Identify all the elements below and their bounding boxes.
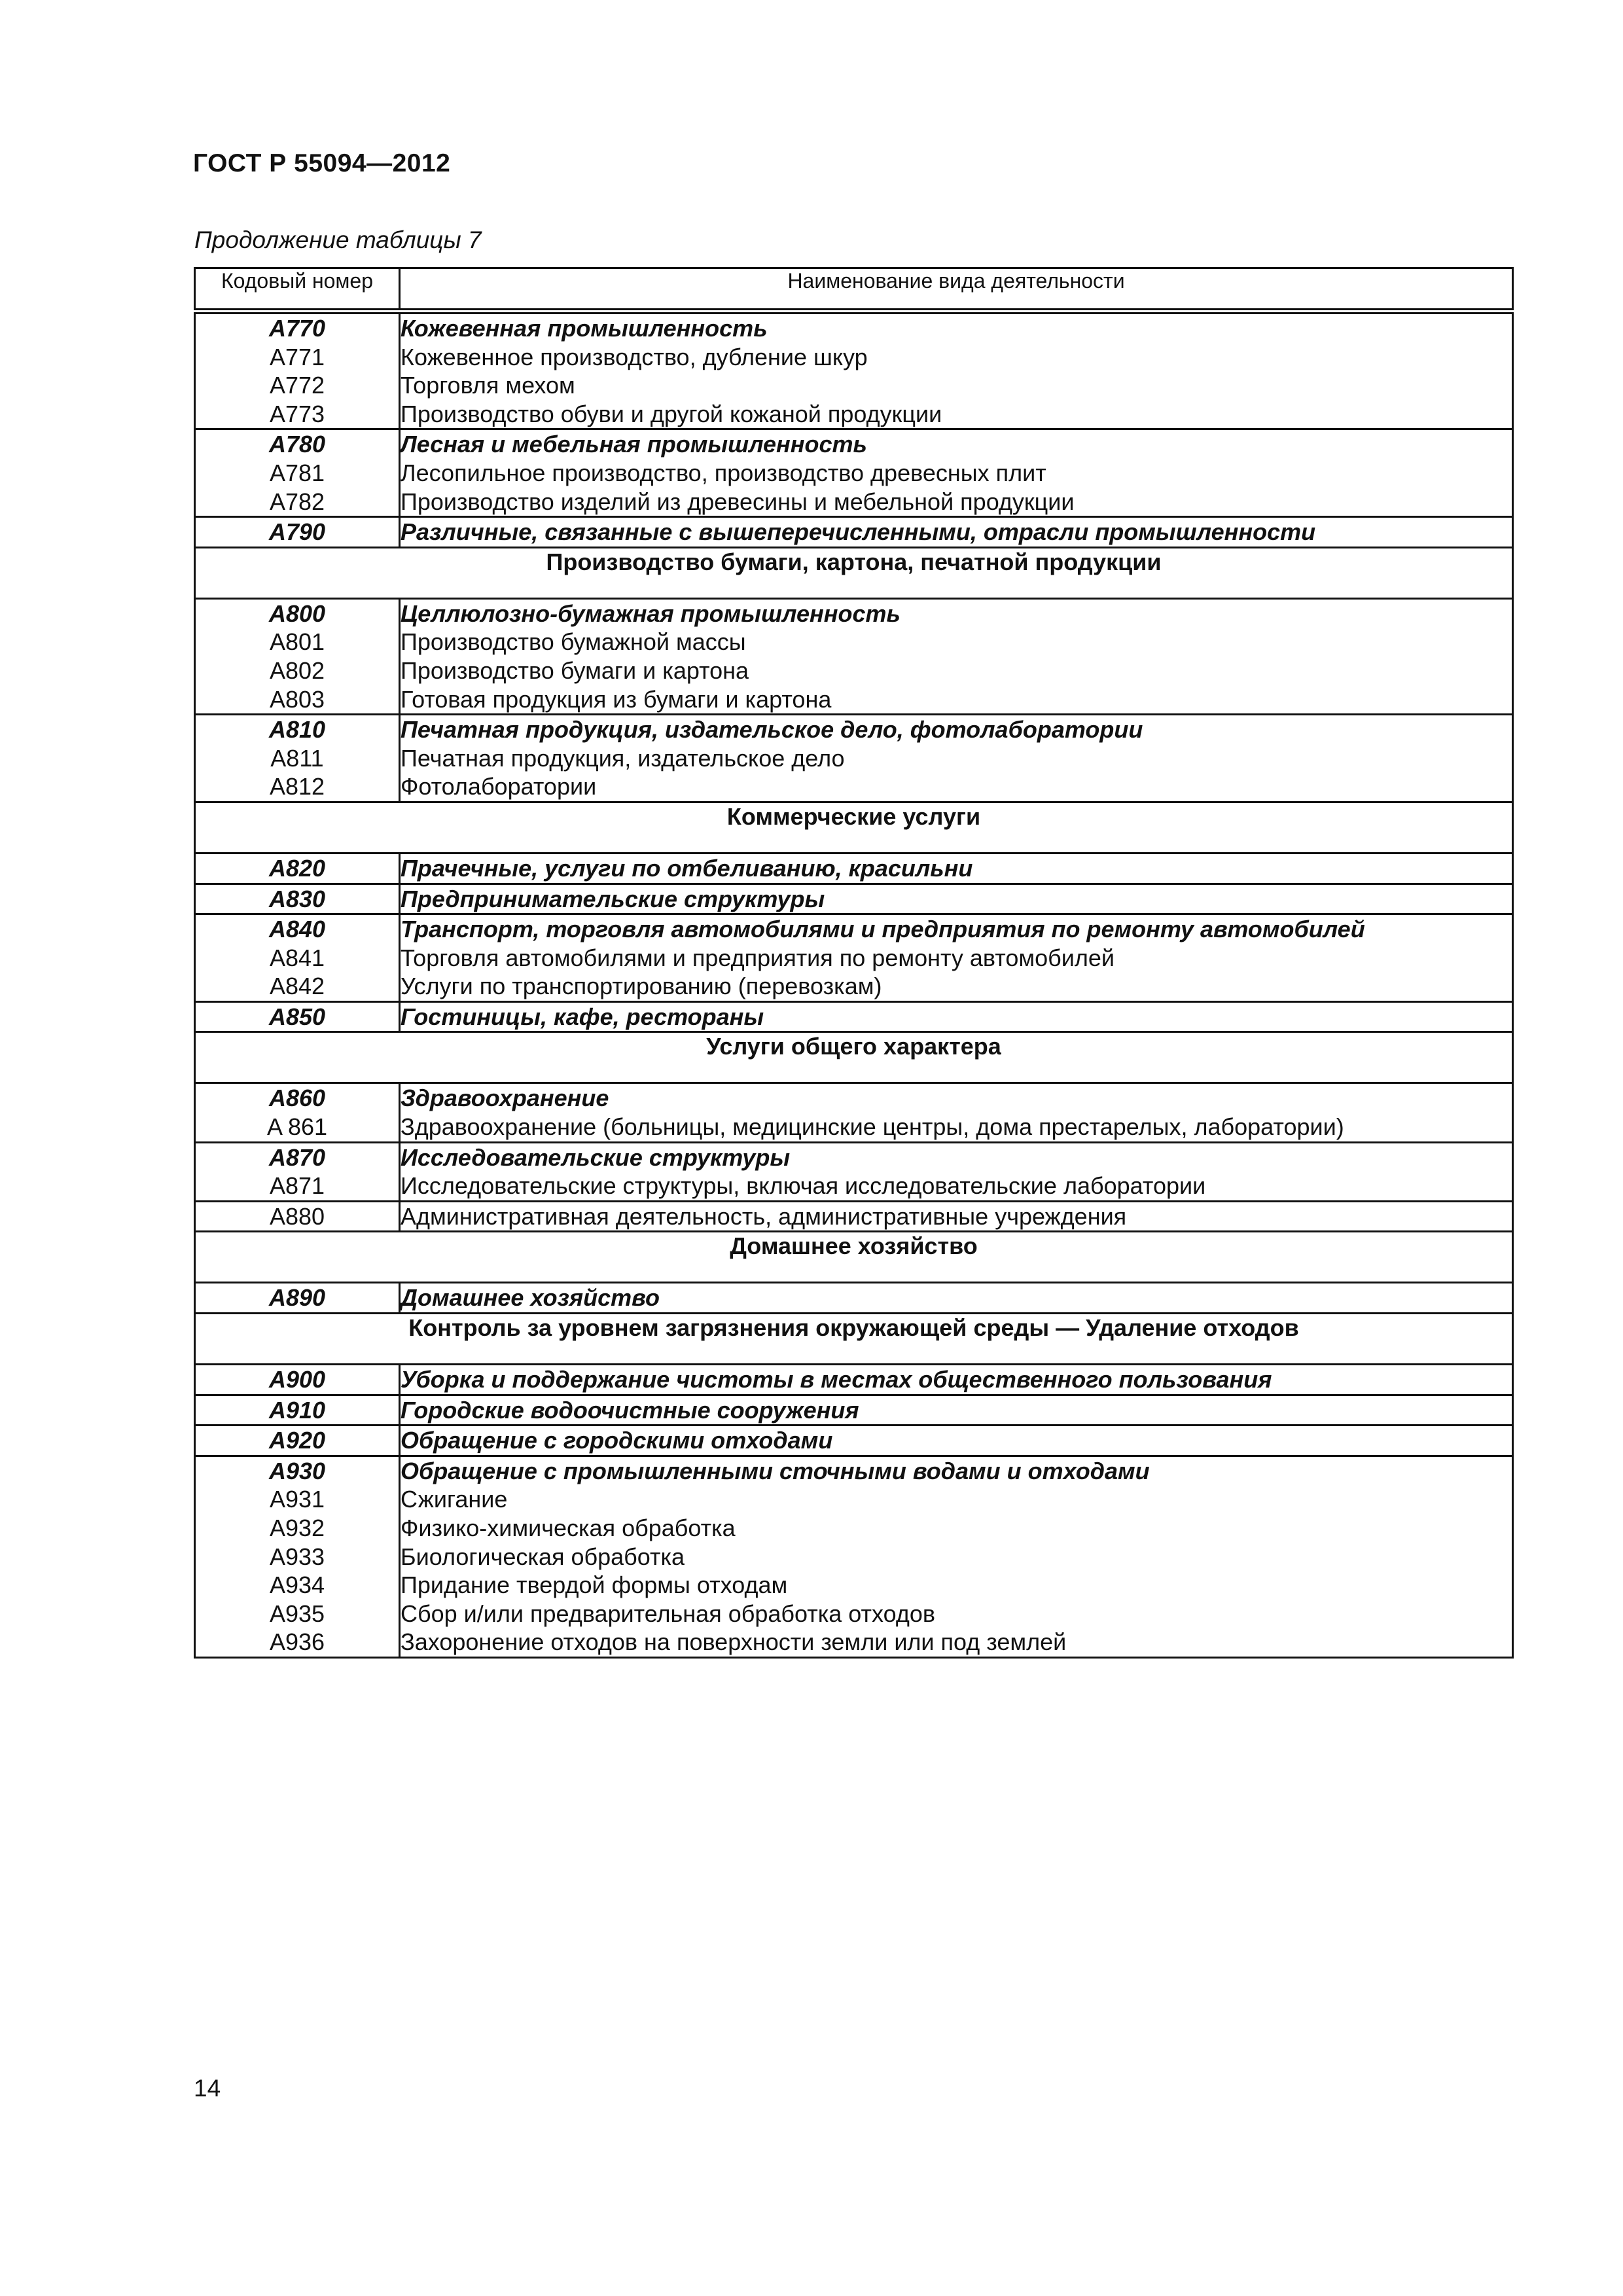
activity-name: Здравоохранение (больницы, медицинские центры, дома престарелых, лаборатории) <box>401 1113 1344 1141</box>
activity-name: Исследовательские структуры <box>401 1143 791 1171</box>
activity-code: A781 <box>269 459 325 486</box>
table-row <box>195 715 1513 802</box>
code-cell <box>195 517 400 548</box>
activity-name: Городские водоочистные сооружения <box>401 1396 859 1424</box>
activity-code: A936 <box>269 1628 325 1656</box>
activity-name: Исследовательские структуры, включая исследовательские лаборатории <box>401 1172 1206 1200</box>
table-header-row <box>195 268 1513 312</box>
table-row <box>195 1395 1513 1426</box>
activity-name: Физико-химическая обработка <box>401 1515 736 1541</box>
activity-name: Обращение с городскими отходами <box>401 1427 833 1454</box>
activity-code: A880 <box>269 1202 325 1230</box>
activity-code: A770 <box>268 315 326 342</box>
section-row <box>195 1314 1513 1365</box>
table-caption: Продолжение таблицы 7 <box>194 226 482 253</box>
table-row <box>195 517 1513 548</box>
activity-name: Гостиницы, кафе, рестораны <box>401 1003 764 1030</box>
name-cell <box>400 312 1513 429</box>
activity-name: Производство бумаги и картона <box>401 656 749 684</box>
name-cell <box>400 429 1513 517</box>
activity-code: A782 <box>269 488 325 515</box>
section-title: Коммерческие услуги <box>195 802 1513 853</box>
code-cell <box>195 1395 400 1426</box>
section-title: Услуги общего характера <box>195 1032 1513 1083</box>
section-title: Контроль за уровнем загрязнения окружающей среды — Удаление отходов <box>195 1314 1513 1365</box>
name-cell <box>400 715 1513 802</box>
activity-code: A850 <box>268 1003 326 1030</box>
activity-name: Производство обуви и другой кожаной продукции <box>401 400 942 427</box>
activity-code: A812 <box>269 773 325 800</box>
activity-code: A871 <box>269 1172 325 1200</box>
section-row <box>195 547 1513 598</box>
section-row <box>195 1032 1513 1083</box>
column-header-name: Наименование вида деятельности <box>400 268 1513 312</box>
activity-name: Биологическая обработка <box>401 1543 685 1570</box>
activity-code: A933 <box>269 1543 325 1570</box>
activity-code: A771 <box>269 343 325 370</box>
table-row <box>195 884 1513 914</box>
code-cell <box>195 312 400 429</box>
activity-name: Производство бумажной массы <box>401 628 746 656</box>
name-cell <box>400 914 1513 1002</box>
table-row <box>195 1083 1513 1142</box>
table-row <box>195 914 1513 1002</box>
activity-code: A780 <box>268 431 326 458</box>
activity-name: Фотолаборатории <box>401 773 597 800</box>
activity-code: A900 <box>268 1366 326 1393</box>
activity-name: Прачечные, услуги по отбеливанию, красильни <box>401 854 973 882</box>
activity-code: A910 <box>268 1396 326 1424</box>
activity-code: A801 <box>269 628 325 656</box>
table-row <box>195 1001 1513 1032</box>
activity-code: A932 <box>269 1515 325 1541</box>
code-cell <box>195 1283 400 1314</box>
activity-code: A800 <box>268 600 326 627</box>
code-cell <box>195 715 400 802</box>
activity-name: Торговля мехом <box>401 372 575 399</box>
activity-name: Уборка и поддержание чистоты в местах общественного пользования <box>401 1366 1272 1393</box>
table-row <box>195 1456 1513 1657</box>
name-cell <box>400 598 1513 714</box>
activity-code: A840 <box>268 916 326 943</box>
activity-code: A811 <box>270 744 324 772</box>
table-row <box>195 1365 1513 1395</box>
code-cell <box>195 429 400 517</box>
name-cell <box>400 1426 1513 1456</box>
page-number: 14 <box>194 2075 221 2102</box>
activity-code-table <box>194 267 1514 1659</box>
activity-name: Транспорт, торговля автомобилями и предприятия по ремонту автомобилей <box>401 916 1365 943</box>
activity-code: A810 <box>268 716 326 744</box>
activity-name: Услуги по транспортированию (перевозкам) <box>401 973 882 1000</box>
activity-name: Лесопильное производство, производство древесных плит <box>401 459 1046 486</box>
activity-code: A 861 <box>266 1113 328 1141</box>
section-row <box>195 802 1513 853</box>
activity-name: Различные, связанные с вышеперечисленными, отрасли промышленности <box>401 518 1316 546</box>
activity-code: A802 <box>269 656 325 684</box>
code-cell <box>195 1001 400 1032</box>
table-row <box>195 853 1513 884</box>
name-cell <box>400 1456 1513 1657</box>
activity-code: A935 <box>269 1600 325 1627</box>
activity-code: A830 <box>268 885 326 912</box>
code-cell <box>195 1365 400 1395</box>
activity-code: A920 <box>268 1427 326 1454</box>
section-title: Домашнее хозяйство <box>195 1232 1513 1283</box>
code-cell <box>195 914 400 1002</box>
activity-code: A772 <box>269 372 325 399</box>
code-cell <box>195 1201 400 1232</box>
table-row <box>195 1142 1513 1201</box>
activity-name: Торговля автомобилями и предприятия по ремонту автомобилей <box>401 944 1115 971</box>
code-cell <box>195 1426 400 1456</box>
name-cell <box>400 1365 1513 1395</box>
activity-name: Лесная и мебельная промышленность <box>401 431 867 458</box>
activity-name: Печатная продукция, издательское дело <box>401 744 845 772</box>
activity-name: Придание твердой формы отходам <box>401 1571 788 1599</box>
code-cell <box>195 884 400 914</box>
activity-code: A890 <box>268 1284 326 1312</box>
activity-code: A870 <box>268 1143 326 1171</box>
activity-name: Кожевенное производство, дубление шкур <box>401 343 868 370</box>
code-cell <box>195 1083 400 1142</box>
table-row <box>195 598 1513 714</box>
activity-code: A820 <box>268 854 326 882</box>
document-title: ГОСТ Р 55094—2012 <box>193 149 451 177</box>
activity-name: Печатная продукция, издательское дело, фотолаборатории <box>401 716 1143 744</box>
name-cell <box>400 517 1513 548</box>
code-cell <box>195 1456 400 1657</box>
activity-name: Производство изделий из древесины и мебельной продукции <box>401 488 1075 515</box>
activity-code: A931 <box>269 1486 325 1513</box>
activity-code: A860 <box>268 1085 326 1112</box>
table-row <box>195 1201 1513 1232</box>
table-row <box>195 429 1513 517</box>
name-cell <box>400 853 1513 884</box>
code-cell <box>195 1142 400 1201</box>
activity-name: Захоронение отходов на поверхности земли или под землей <box>401 1628 1067 1656</box>
column-header-code: Кодовый номер <box>195 268 400 312</box>
activity-name: Предпринимательские структуры <box>401 885 825 912</box>
name-cell <box>400 1083 1513 1142</box>
activity-code: A803 <box>269 685 325 713</box>
activity-code: A841 <box>269 944 325 971</box>
table-row <box>195 1283 1513 1314</box>
activity-name: Административная деятельность, административные учреждения <box>401 1202 1127 1230</box>
activity-name: Готовая продукция из бумаги и картона <box>401 685 832 713</box>
activity-name: Кожевенная промышленность <box>401 315 768 342</box>
table-row <box>195 1426 1513 1456</box>
activity-code: A934 <box>269 1571 325 1599</box>
activity-name: Сбор и/или предварительная обработка отходов <box>401 1600 935 1627</box>
name-cell <box>400 884 1513 914</box>
code-cell <box>195 853 400 884</box>
name-cell <box>400 1142 1513 1201</box>
section-row <box>195 1232 1513 1283</box>
name-cell <box>400 1201 1513 1232</box>
table-row <box>195 312 1513 429</box>
name-cell <box>400 1395 1513 1426</box>
name-cell <box>400 1001 1513 1032</box>
activity-code: A930 <box>268 1457 326 1484</box>
code-cell <box>195 598 400 714</box>
activity-name: Сжигание <box>401 1486 508 1513</box>
activity-name: Обращение с промышленными сточными водами и отходами <box>401 1457 1150 1484</box>
activity-code: A842 <box>269 973 325 1000</box>
activity-code: A773 <box>269 400 325 427</box>
name-cell <box>400 1283 1513 1314</box>
section-title: Производство бумаги, картона, печатной продукции <box>195 547 1513 598</box>
activity-code: A790 <box>268 518 326 546</box>
activity-name: Домашнее хозяйство <box>401 1284 660 1312</box>
table-body <box>195 312 1513 1658</box>
activity-name: Здравоохранение <box>401 1085 609 1112</box>
activity-name: Целлюлозно-бумажная промышленность <box>401 600 901 627</box>
